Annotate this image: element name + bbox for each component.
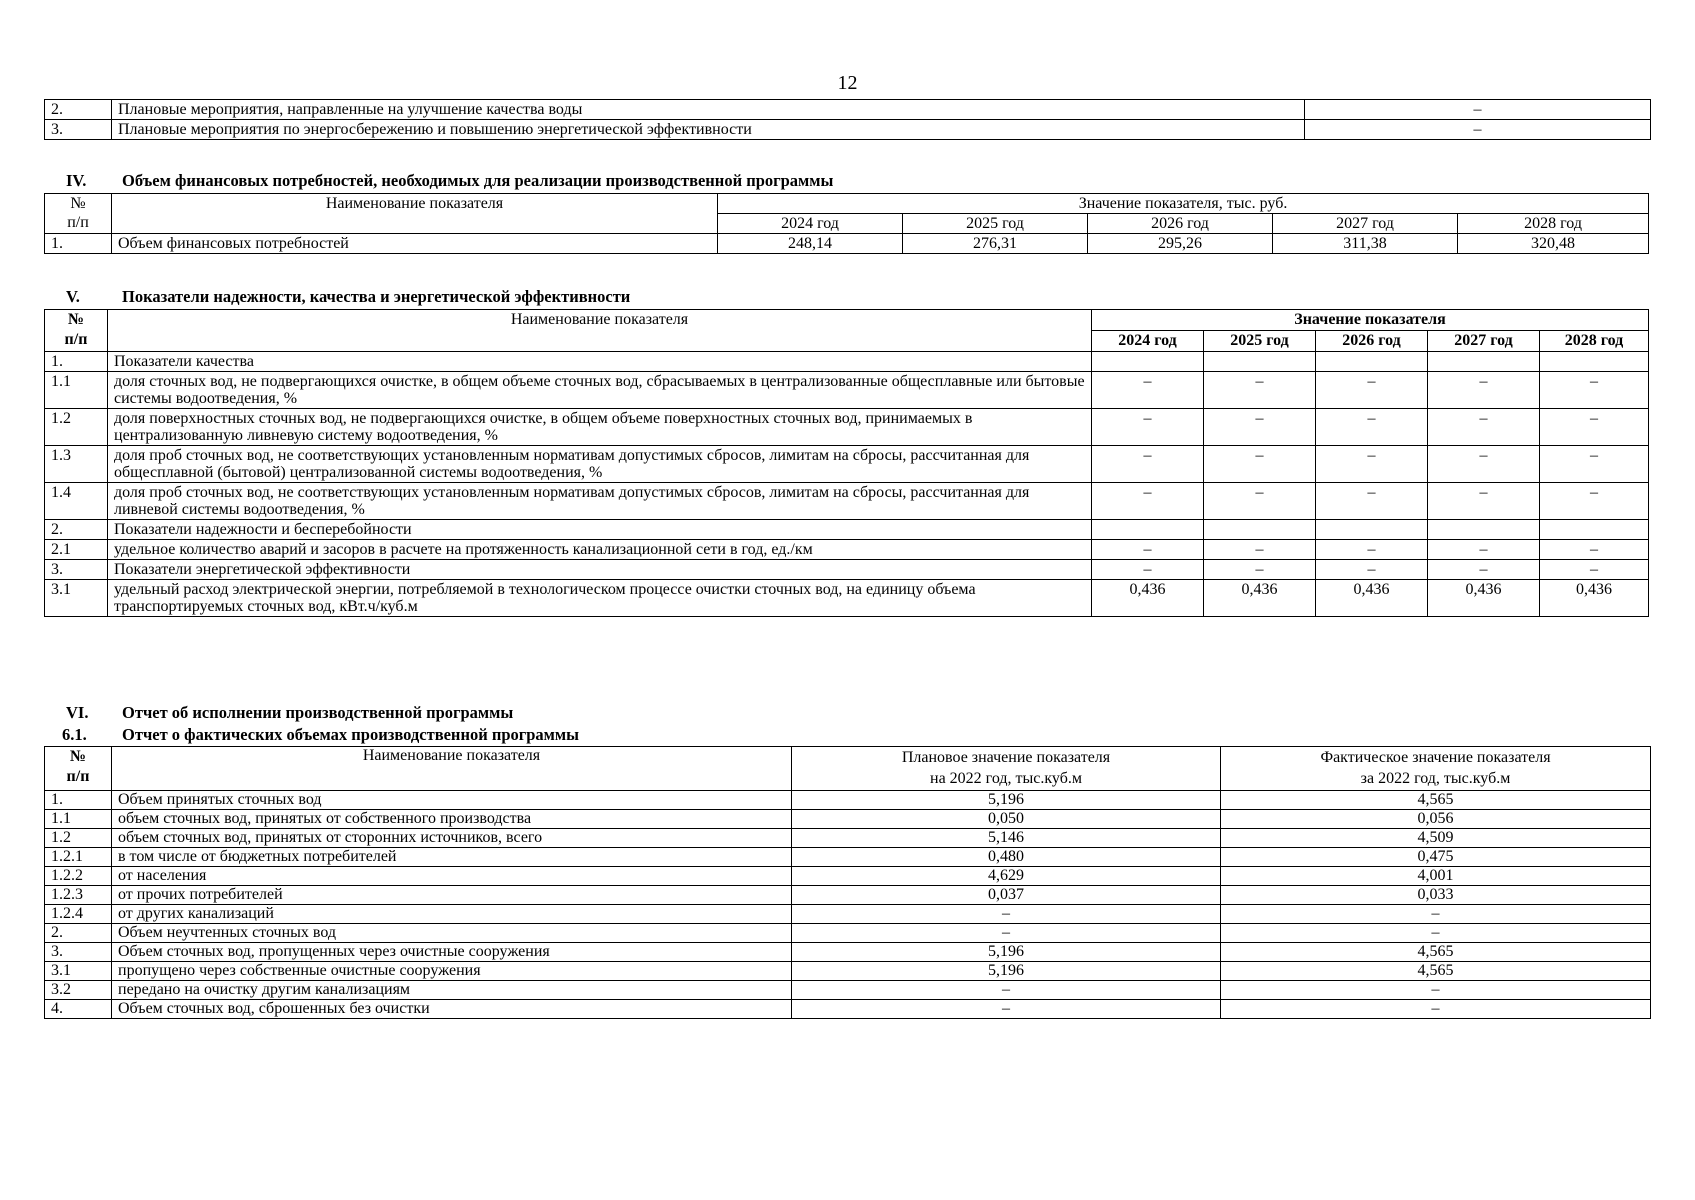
row-name: доля сточных вод, не подвергающихся очистке, в общем объеме сточных вод, сбрасываемых в централизованные общесплавные или бытовые системы водоотведения, %: [108, 372, 1092, 409]
row-number: 3.: [45, 943, 112, 962]
table-row: [45, 810, 1651, 829]
table-indicators-body: [45, 310, 1649, 617]
row-name: Показатели энергетической эффективности: [108, 560, 1092, 580]
row-name: Объем сточных вод, сброшенных без очистки: [112, 1000, 792, 1019]
table-row: [45, 234, 1649, 254]
value-2028: 320,48: [1458, 234, 1649, 254]
table-row: [45, 905, 1651, 924]
row-name: Плановые мероприятия, направленные на улучшение качества воды: [112, 100, 1305, 120]
head-value: Значение показателя: [1092, 310, 1649, 331]
row-name: пропущено через собственные очистные сооружения: [112, 962, 792, 981]
value-2024: 248,14: [718, 234, 903, 254]
section-6-1-number: 6.1.: [62, 725, 87, 744]
row-value: –: [1428, 560, 1540, 580]
year-2024: 2024 год: [718, 214, 903, 234]
row-number: 3.2: [45, 981, 112, 1000]
head-no: №: [70, 195, 86, 212]
row-value: –: [1428, 483, 1540, 520]
section-6-1-title: Отчет о фактических объемах производственной программы: [122, 725, 580, 744]
table-row: [45, 560, 1649, 580]
row-value: 0,436: [1540, 580, 1649, 617]
row-value: –: [1540, 540, 1649, 560]
row-value: [1204, 520, 1316, 540]
row-plan: 0,037: [792, 886, 1221, 905]
head-fact-line2: за 2022 год, тыс.куб.м: [1360, 770, 1511, 787]
table-row: [45, 120, 1651, 140]
table-row: [45, 886, 1651, 905]
row-fact: 0,056: [1221, 810, 1651, 829]
row-fact: 4,001: [1221, 867, 1651, 886]
row-number: 1.2.3: [45, 886, 112, 905]
row-name: доля проб сточных вод, не соответствующих установленным нормативам допустимых сбросов, лимитам на сбросы, рассчитанная для общесплавной (бытовой) централизованной системы водоотведения, %: [108, 446, 1092, 483]
row-value: 0,436: [1092, 580, 1204, 617]
head-pp: п/п: [67, 214, 89, 231]
table-row: [45, 483, 1649, 520]
row-value: –: [1092, 409, 1204, 446]
row-number: 1.: [45, 234, 112, 254]
head-fact-cell: [1221, 747, 1651, 791]
row-name: удельное количество аварий и засоров в расчете на протяженность канализационной сети в год, ед./км: [108, 540, 1092, 560]
row-fact: 0,033: [1221, 886, 1651, 905]
row-value: 0,436: [1204, 580, 1316, 617]
table-row: [45, 791, 1651, 810]
head-no: №: [67, 311, 85, 328]
table-row: [45, 372, 1649, 409]
row-value: –: [1092, 560, 1204, 580]
row-value: –: [1316, 409, 1428, 446]
table-row: [45, 409, 1649, 446]
row-plan: 4,629: [792, 867, 1221, 886]
row-value: –: [1316, 540, 1428, 560]
row-value: –: [1092, 540, 1204, 560]
row-name: Объем неучтенных сточных вод: [112, 924, 792, 943]
year-2028: 2028 год: [1458, 214, 1649, 234]
row-name: доля поверхностных сточных вод, не подвергающихся очистке, в общем объеме поверхностных сточных вод, принимаемых в централизованную ливневую систему водоотведения, %: [108, 409, 1092, 446]
row-name: от прочих потребителей: [112, 886, 792, 905]
row-name: Показатели качества: [108, 352, 1092, 372]
table-actual-volumes-body: [45, 747, 1651, 1019]
row-value: –: [1428, 409, 1540, 446]
row-name: доля проб сточных вод, не соответствующих установленным нормативам допустимых сбросов, лимитам на сбросы, рассчитанная для ливневой системы водоотведения, %: [108, 483, 1092, 520]
row-number: 4.: [45, 1000, 112, 1019]
row-number: 2.: [45, 520, 108, 540]
row-fact: –: [1221, 905, 1651, 924]
table-row: [45, 981, 1651, 1000]
row-plan: –: [792, 905, 1221, 924]
row-number: 1.: [45, 352, 108, 372]
year-2027: 2027 год: [1273, 214, 1458, 234]
row-name: Объем принятых сточных вод: [112, 791, 792, 810]
row-plan: 5,146: [792, 829, 1221, 848]
head-no: №: [69, 748, 87, 765]
row-fact: 4,509: [1221, 829, 1651, 848]
table-row: [45, 1000, 1651, 1019]
head-no-cell: [45, 310, 108, 352]
value-2025: 276,31: [903, 234, 1088, 254]
table-top: [44, 99, 1651, 140]
row-value: –: [1540, 483, 1649, 520]
row-number: 1.2: [45, 829, 112, 848]
row-plan: –: [792, 1000, 1221, 1019]
row-value: –: [1316, 483, 1428, 520]
row-value: –: [1428, 540, 1540, 560]
row-value: –: [1204, 560, 1316, 580]
year-2028: 2028 год: [1540, 331, 1649, 352]
row-fact: 4,565: [1221, 791, 1651, 810]
row-value: [1092, 352, 1204, 372]
row-value: –: [1428, 372, 1540, 409]
section-6-title: Отчет об исполнении производственной программы: [122, 703, 514, 722]
row-name: передано на очистку другим канализациям: [112, 981, 792, 1000]
row-number: 1.4: [45, 483, 108, 520]
row-value: –: [1428, 446, 1540, 483]
row-plan: 5,196: [792, 943, 1221, 962]
row-value: –: [1316, 560, 1428, 580]
table-row: [45, 580, 1649, 617]
head-value: Значение показателя, тыс. руб.: [718, 194, 1649, 214]
row-number: 1.2.1: [45, 848, 112, 867]
row-number: 3.: [45, 120, 112, 140]
row-number: 3.1: [45, 962, 112, 981]
row-value: –: [1204, 446, 1316, 483]
row-value: –: [1540, 446, 1649, 483]
table-row: [45, 100, 1651, 120]
row-value: –: [1305, 100, 1651, 120]
row-number: 3.1: [45, 580, 108, 617]
row-value: 0,436: [1316, 580, 1428, 617]
section-number: IV.: [66, 171, 87, 190]
section-5-number: V.: [66, 287, 80, 306]
head-plan-line1: Плановое значение показателя: [901, 749, 1111, 766]
year-2026: 2026 год: [1088, 214, 1273, 234]
row-value: –: [1092, 483, 1204, 520]
row-number: 2.: [45, 924, 112, 943]
row-number: 2.: [45, 100, 112, 120]
row-value: –: [1204, 409, 1316, 446]
row-name: объем сточных вод, принятых от сторонних источников, всего: [112, 829, 792, 848]
row-number: 1.2.2: [45, 867, 112, 886]
table-actual-volumes: [44, 746, 1651, 1019]
table-row: [45, 924, 1651, 943]
table-row: [45, 829, 1651, 848]
row-number: 1.2: [45, 409, 108, 446]
row-number: 3.: [45, 560, 108, 580]
table-row: [45, 848, 1651, 867]
row-value: [1540, 520, 1649, 540]
row-plan: 5,196: [792, 962, 1221, 981]
row-name: от других канализаций: [112, 905, 792, 924]
row-name: объем сточных вод, принятых от собственного производства: [112, 810, 792, 829]
value-2026: 295,26: [1088, 234, 1273, 254]
row-value: –: [1305, 120, 1651, 140]
row-fact: 0,475: [1221, 848, 1651, 867]
row-fact: –: [1221, 1000, 1651, 1019]
row-plan: 0,050: [792, 810, 1221, 829]
row-value: –: [1316, 372, 1428, 409]
year-2026: 2026 год: [1316, 331, 1428, 352]
row-plan: 5,196: [792, 791, 1221, 810]
row-value: –: [1204, 540, 1316, 560]
head-pp: п/п: [66, 768, 90, 785]
row-number: 1.: [45, 791, 112, 810]
table-row: [45, 352, 1649, 372]
row-name: от населения: [112, 867, 792, 886]
row-name: Плановые мероприятия по энергосбережению и повышению энергетической эффективности: [112, 120, 1305, 140]
section-5-title: Показатели надежности, качества и энергетической эффективности: [122, 287, 631, 306]
row-fact: 4,565: [1221, 943, 1651, 962]
table-financial-needs: [44, 193, 1649, 254]
row-value: –: [1204, 372, 1316, 409]
section-4-title: Объем финансовых потребностей, необходимых для реализации производственной программы: [122, 171, 834, 190]
row-value: [1204, 352, 1316, 372]
row-number: 2.1: [45, 540, 108, 560]
row-plan: –: [792, 924, 1221, 943]
head-name: Наименование показателя: [112, 194, 718, 234]
row-name: удельный расход электрической энергии, потребляемой в технологическом процессе очистки сточных вод, на единицу объема транспортируемых сточных вод, кВт.ч/куб.м: [108, 580, 1092, 617]
head-no-cell: [45, 194, 112, 234]
row-value: [1316, 352, 1428, 372]
row-value: [1316, 520, 1428, 540]
row-value: [1428, 520, 1540, 540]
value-2027: 311,38: [1273, 234, 1458, 254]
row-number: 1.1: [45, 810, 112, 829]
row-name: Показатели надежности и бесперебойности: [108, 520, 1092, 540]
head-pp: п/п: [64, 331, 88, 348]
row-value: 0,436: [1428, 580, 1540, 617]
row-fact: –: [1221, 981, 1651, 1000]
section-4-heading: [66, 171, 86, 191]
table-indicators: [44, 309, 1649, 617]
row-number: 1.3: [45, 446, 108, 483]
table-row: [45, 867, 1651, 886]
year-2027: 2027 год: [1428, 331, 1540, 352]
row-value: –: [1540, 560, 1649, 580]
year-2024: 2024 год: [1092, 331, 1204, 352]
table-row: [45, 943, 1651, 962]
head-name: Наименование показателя: [108, 310, 1092, 352]
table-row: [45, 520, 1649, 540]
head-plan-cell: [792, 747, 1221, 791]
page-number: 12: [837, 72, 858, 94]
row-value: –: [1540, 409, 1649, 446]
year-2025: 2025 год: [1204, 331, 1316, 352]
row-name: Объем сточных вод, пропущенных через очистные сооружения: [112, 943, 792, 962]
row-value: [1540, 352, 1649, 372]
row-value: –: [1316, 446, 1428, 483]
row-fact: 4,565: [1221, 962, 1651, 981]
row-name: Объем финансовых потребностей: [112, 234, 718, 254]
head-plan-line2: на 2022 год, тыс.куб.м: [930, 770, 1082, 787]
year-2025: 2025 год: [903, 214, 1088, 234]
row-value: –: [1092, 446, 1204, 483]
row-fact: –: [1221, 924, 1651, 943]
table-row: [45, 540, 1649, 560]
row-value: [1428, 352, 1540, 372]
head-no-cell: [45, 747, 112, 791]
head-fact-line1: Фактическое значение показателя: [1320, 749, 1551, 766]
row-name: в том числе от бюджетных потребителей: [112, 848, 792, 867]
row-number: 1.2.4: [45, 905, 112, 924]
head-name: Наименование показателя: [112, 747, 792, 791]
row-plan: 0,480: [792, 848, 1221, 867]
table-top-body: [45, 100, 1651, 140]
row-number: 1.1: [45, 372, 108, 409]
section-6-number: VI.: [66, 703, 89, 722]
table-row: [45, 962, 1651, 981]
row-value: –: [1540, 372, 1649, 409]
table-row: [45, 446, 1649, 483]
row-value: [1092, 520, 1204, 540]
row-value: –: [1204, 483, 1316, 520]
row-value: –: [1092, 372, 1204, 409]
row-plan: –: [792, 981, 1221, 1000]
